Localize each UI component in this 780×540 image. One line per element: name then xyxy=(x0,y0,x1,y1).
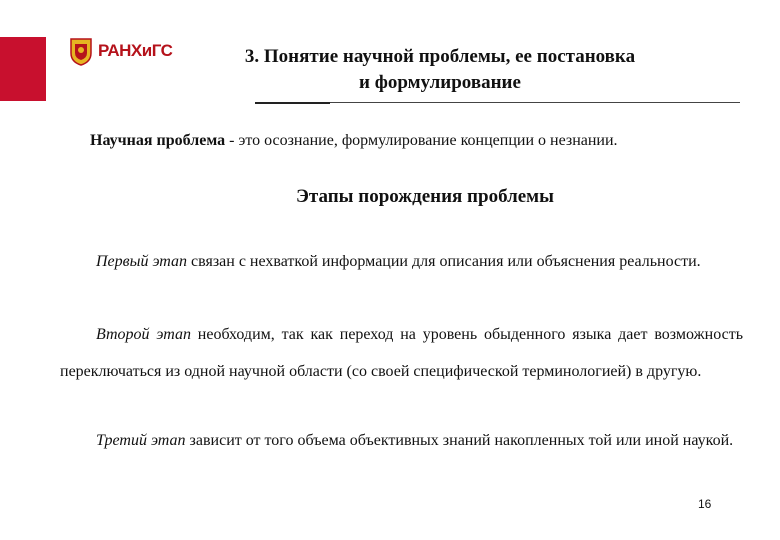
stage-label: Третий этап xyxy=(96,432,186,449)
title-line-1: 3. Понятие научной проблемы, ее постановка xyxy=(244,46,636,67)
stage-label: Первый этап xyxy=(96,253,188,270)
title-line-2: и формулирование xyxy=(359,72,521,93)
definition-text: - это осознание, формулирование концепции о незнании. xyxy=(225,132,618,149)
stages-heading: Этапы порождения проблемы xyxy=(296,186,554,207)
stage-paragraph-2 xyxy=(60,316,743,390)
stage-text: связан с нехваткой информации для описания или объяснения реальности. xyxy=(187,253,701,270)
stage-paragraph-1 xyxy=(60,243,743,280)
accent-bar xyxy=(0,37,46,101)
logo-text: РАНХиГС xyxy=(98,41,173,60)
definition-term: Научная проблема xyxy=(90,132,226,149)
slide-title xyxy=(170,44,710,96)
title-underline-accent xyxy=(255,102,330,104)
stage-text: необходим, так как переход на уровень обыденного языка дает возможность переключаться из одной научной области (со своей специфической терминологией) в другую. xyxy=(60,326,744,380)
emblem-icon xyxy=(68,36,94,66)
definition-paragraph xyxy=(50,122,740,159)
stage-paragraph-3 xyxy=(60,422,743,459)
page-number: 16 xyxy=(698,497,712,511)
title-underline xyxy=(330,102,740,103)
stage-text: зависит от того объема объективных знаний накопленных той или иной наукой. xyxy=(185,432,734,449)
stage-label: Второй этап xyxy=(96,326,191,343)
